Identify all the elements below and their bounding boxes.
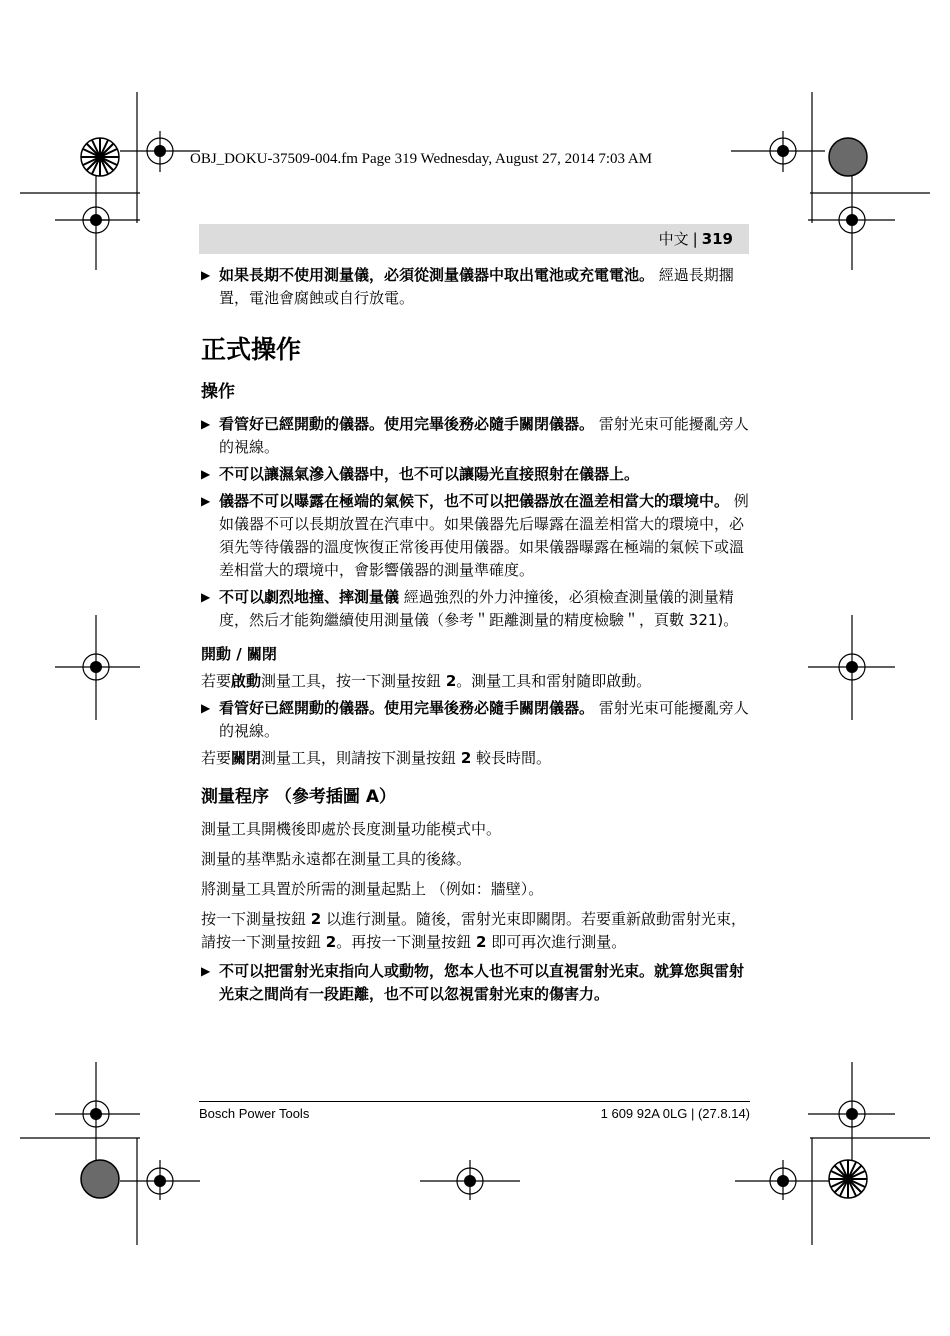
bullet-on-off: ▶ 看管好已經開動的儀器。使用完畢後務必隨手關閉儀器。 雷射光束可能擾亂旁人的視線。 xyxy=(201,699,749,740)
header-language: 中文 xyxy=(658,230,689,248)
paragraph-procedure-4: 按一下測量按鈕 2 以進行測量。隨後，雷射光束即關閉。若要重新啟動雷射光束，請按一下測量按鈕 2。再按一下測量按鈕 2 即可再次進行測量。 xyxy=(201,910,746,951)
bullet-icon: ▶ xyxy=(201,494,211,508)
paragraph-switch-off: 若要關閉測量工具，則請按下測量按鈕 2 較長時間。 xyxy=(201,749,552,767)
header-separator: | xyxy=(692,230,698,248)
footer-rule xyxy=(199,1101,750,1102)
bullet-operation-1: ▶ 看管好已經開動的儀器。使用完畢後務必隨手關閉儀器。 雷射光束可能擾亂旁人的視線。 xyxy=(201,415,749,456)
subsection-operation: 操作 xyxy=(201,382,235,402)
file-slug: OBJ_DOKU-37509-004.fm Page 319 Wednesday, August 27, 2014 7:03 AM xyxy=(190,151,653,167)
footer-doc-number: 1 609 92A 0LG | (27.8.14) xyxy=(600,1106,750,1121)
bullet-icon: ▶ xyxy=(201,467,211,481)
bullet-operation-3: ▶ 儀器不可以曝露在極端的氣候下，也不可以把儀器放在溫差相當大的環境中。 例如儀器不可以長期放置在汽車中。如果儀器先后曝露在溫差相當大的環境中，必須先等待儀器的溫度恢復正常後再使用儀器。如果儀器曝露在極端的氣候下或溫差相當大的環境中，會影響儀器的測量準確度。 xyxy=(201,492,749,579)
page-content xyxy=(201,264,751,1006)
bullet-icon: ▶ xyxy=(201,417,211,431)
page-number: 319 xyxy=(701,230,733,248)
bullet-laser-warning: ▶ 不可以把雷射光束指向人或動物，您本人也不可以直視雷射光束。就算您與雷射光束之間尚有一段距離，也不可以忽視雷射光束的傷害力。 xyxy=(201,962,745,1003)
paragraph-procedure-1: 測量工具開機後即處於長度測量功能模式中。 xyxy=(201,820,502,838)
bullet-icon: ▶ xyxy=(201,701,211,715)
bullet-operation-4: ▶ 不可以劇烈地撞、摔測量儀 經過強烈的外力沖撞後，必須檢查測量儀的測量精度，然后才能夠繼續使用測量儀（參考＂距離測量的精度檢驗＂，頁數 321)。 xyxy=(201,588,739,629)
section-title: 正式操作 xyxy=(201,335,302,364)
paragraph-procedure-3: 將測量工具置於所需的測量起點上 （例如：牆壁）。 xyxy=(201,880,544,898)
bullet-icon: ▶ xyxy=(201,964,211,978)
subsection-procedure: 測量程序 （參考插圖 A） xyxy=(201,787,396,807)
bullet-operation-2: ▶ 不可以讓濕氣滲入儀器中，也不可以讓陽光直接照射在儀器上。 xyxy=(201,463,751,486)
paragraph-procedure-2: 測量的基準點永遠都在測量工具的後緣。 xyxy=(201,850,472,868)
footer-brand: Bosch Power Tools xyxy=(199,1106,310,1121)
subsection-on-off: 開動 / 關閉 xyxy=(201,645,277,663)
bullet-icon: ▶ xyxy=(201,590,211,604)
page-header xyxy=(659,228,733,249)
page-header-bar xyxy=(199,224,749,254)
paragraph-switch-on: 若要啟動測量工具，按一下測量按鈕 2。測量工具和雷射隨即啟動。 xyxy=(201,672,652,690)
bullet-icon: ▶ xyxy=(201,268,211,282)
bullet-battery-removal: ▶ 如果長期不使用測量儀，必須從測量儀器中取出電池或充電電池。 經過長期擱置，電池會腐蝕或自行放電。 xyxy=(201,266,734,307)
